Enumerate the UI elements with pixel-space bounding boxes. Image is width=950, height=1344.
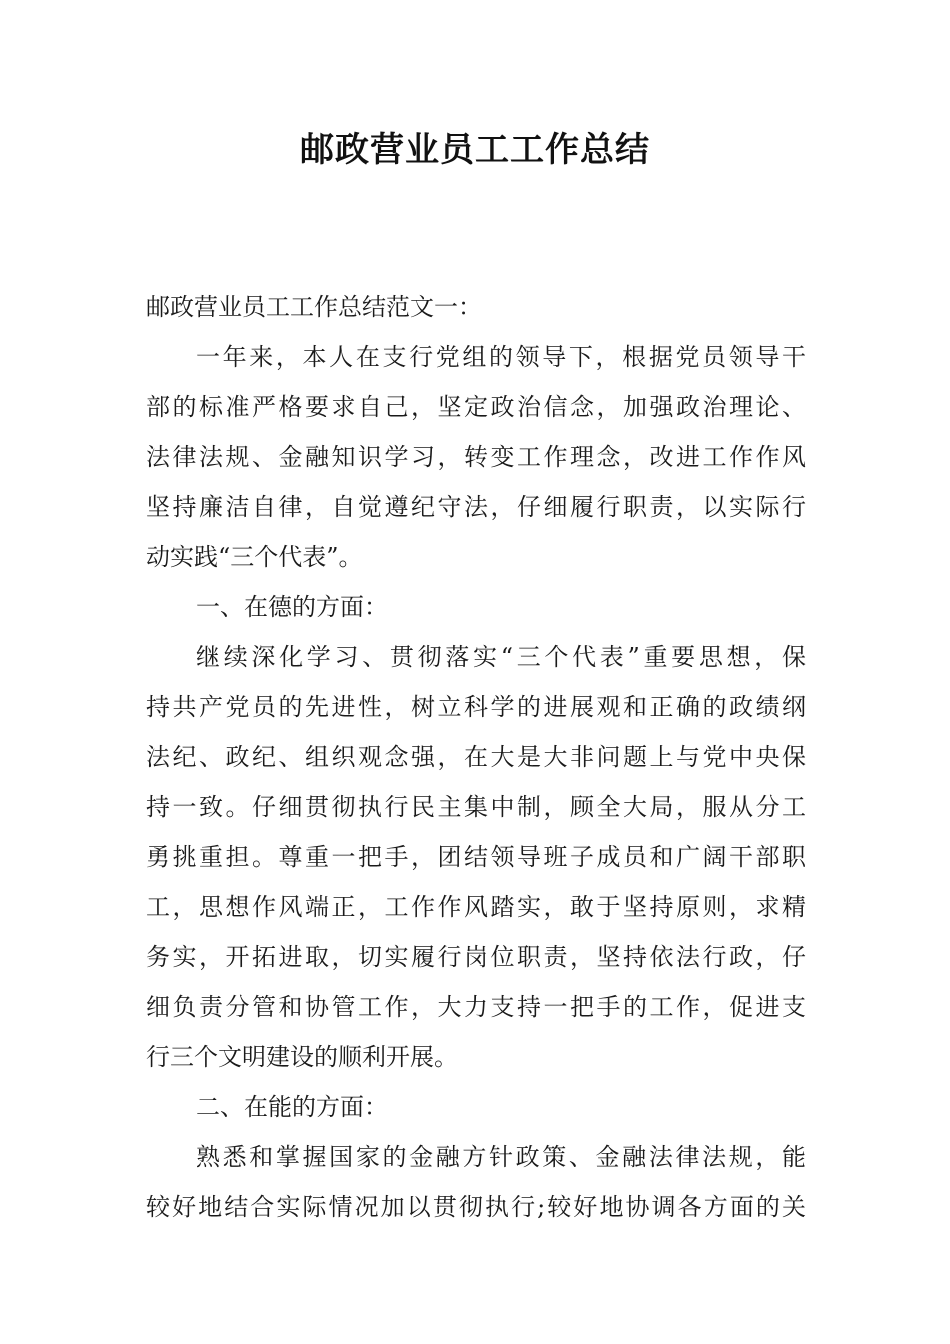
paragraph-line: 细负责分管和协管工作，大力支持一把手的工作，促进支 <box>146 993 806 1021</box>
paragraph-line: 一、在德的方面： <box>196 593 388 621</box>
document-body <box>146 282 806 1232</box>
document-title: 邮政营业员工工作总结 <box>300 130 650 170</box>
paragraph-line: 继续深化学习、贯彻落实“三个代表”重要思想，保 <box>196 643 806 671</box>
paragraph-line: 法纪、政纪、组织观念强，在大是大非问题上与党中央保 <box>146 743 806 771</box>
paragraph-line: 务实，开拓进取，切实履行岗位职责，坚持依法行政，仔 <box>146 943 806 971</box>
paragraph-line: 一年来，本人在支行党组的领导下，根据党员领导干 <box>196 343 806 371</box>
paragraph-line: 坚持廉洁自律，自觉遵纪守法，仔细履行职责，以实际行 <box>146 493 806 521</box>
paragraph-line: 行三个文明建设的顺利开展。 <box>146 1043 458 1071</box>
paragraph-line: 动实践“三个代表”。 <box>146 543 363 571</box>
paragraph-line: 勇挑重担。尊重一把手，团结领导班子成员和广阔干部职 <box>146 843 806 871</box>
paragraph-line: 熟悉和掌握国家的金融方针政策、金融法律法规，能 <box>196 1143 806 1171</box>
paragraph-line: 工，思想作风端正，工作作风踏实，敢于坚持原则，求精 <box>146 893 806 921</box>
paragraph-line: 较好地结合实际情况加以贯彻执行;较好地协调各方面的关 <box>146 1193 806 1221</box>
paragraph-line: 法律法规、金融知识学习，转变工作理念，改进工作作风 <box>146 443 806 471</box>
paragraph-line: 二、在能的方面： <box>196 1093 388 1121</box>
paragraph-line: 部的标准严格要求自己，坚定政治信念，加强政治理论、 <box>146 393 806 421</box>
paragraph-line: 持共产党员的先进性，树立科学的进展观和正确的政绩纲 <box>146 693 806 721</box>
paragraph-line: 邮政营业员工工作总结范文一： <box>146 293 482 321</box>
paragraph-line: 持一致。仔细贯彻执行民主集中制，顾全大局，服从分工 <box>146 793 806 821</box>
